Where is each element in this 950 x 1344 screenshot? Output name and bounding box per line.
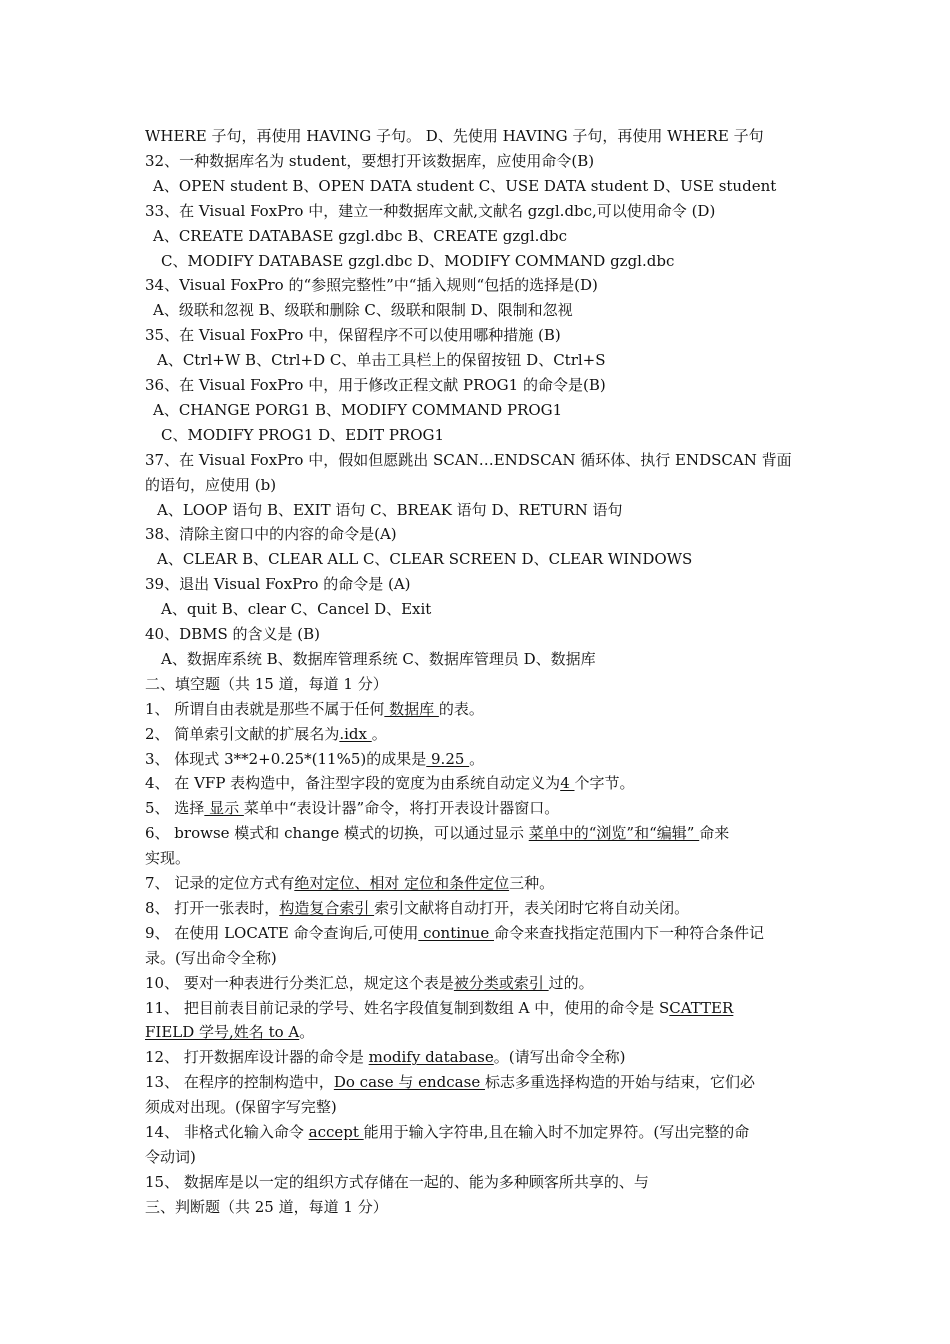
answer-blank: accept <box>308 1123 364 1141</box>
text-span: 索引文献将自动打开，表关闭时它将自动关闭。 <box>374 898 690 917</box>
answer-blank: 显示 <box>204 799 244 818</box>
text-span: A、级联和忽视 B、级联和删除 C、级联和限制 D、限制和忽视 <box>153 301 573 320</box>
answer-blank: 绝对定位、相对 定位和条件定位 <box>294 874 510 892</box>
text-line <box>145 774 810 792</box>
text-line <box>145 1048 810 1066</box>
answer-blank: Do case 与 endcase <box>333 1073 485 1092</box>
text-line <box>145 575 810 593</box>
text-line <box>145 152 810 170</box>
text-span: A、LOOP 语句 B、EXIT 语句 C、BREAK 语句 D、RETURN 语句 <box>157 500 623 519</box>
text-line <box>145 675 810 693</box>
text-span: 命来 <box>699 824 730 843</box>
answer-blank: 4 <box>560 774 575 793</box>
text-span: C、MODIFY DATABASE gzgl.dbc D、MODIFY COMMAND gzgl.dbc <box>161 251 675 270</box>
text-span: 12、 打开数据库设计器的命令是 <box>145 1048 369 1067</box>
text-span: 录。(写出命令全称) <box>145 948 277 967</box>
text-span: 32、一种数据库名为 student，要想打开该数据库，应使用命令(B) <box>145 151 595 170</box>
text-span: A、CHANGE PORG1 B、MODIFY COMMAND PROG1 <box>153 400 563 419</box>
text-span: 8、 打开一张表时， <box>145 898 280 917</box>
text-span: 10、 要对一种表进行分类汇总，规定这个表是 <box>145 973 454 992</box>
text-span: A、Ctrl+W B、Ctrl+D C、单击工具栏上的保留按钮 D、Ctrl+S <box>157 351 606 370</box>
text-span: WHERE 子句，再使用 HAVING 子句。 D、先使用 HAVING 子句，再使用 WHERE 子句 <box>145 127 764 145</box>
text-span: 。 <box>371 724 387 743</box>
text-span: 菜单中“表设计器”命令，将打开表设计器窗口。 <box>243 799 560 818</box>
text-line <box>145 725 810 743</box>
text-line <box>145 501 822 519</box>
text-span: 能用于输入字符串,且在输入时不加定界符。(写出完整的命 <box>363 1123 750 1141</box>
text-line <box>145 625 810 643</box>
text-line <box>145 999 810 1017</box>
answer-blank: modify database <box>368 1048 494 1067</box>
text-line <box>145 351 822 369</box>
text-span: 过的。 <box>548 973 594 992</box>
text-span: 35、在 Visual FoxPro 中，保留程序不可以使用哪种措施 (B) <box>145 326 561 345</box>
answer-blank: continue <box>418 923 494 942</box>
text-span: 2、 简单索引文献的扩展名为 <box>145 724 340 743</box>
text-span: 三、判断题（共 25 道，每道 1 分） <box>145 1197 388 1216</box>
text-span: A、数据库系统 B、数据库管理系统 C、数据库管理员 D、数据库 <box>161 649 596 668</box>
text-span: 37、在 Visual FoxPro 中，假如但愿跳出 SCAN…ENDSCAN 循环体、执行 ENDSCAN 背面 <box>145 450 792 469</box>
text-line <box>145 700 810 718</box>
text-line <box>145 127 810 145</box>
text-line <box>145 451 810 469</box>
text-span: 1、 所谓自由表就是那些不属于任何 <box>145 699 385 718</box>
text-line <box>145 824 810 842</box>
text-span: 11、 把目前表目前记录的学号、姓名字段值复制到数组 A 中，使用的命令是 S <box>145 998 670 1017</box>
text-span: 33、在 Visual FoxPro 中，建立一种数据库文献,文献名 gzgl.dbc,可以使用命令 (D) <box>145 201 716 220</box>
text-line <box>145 924 810 942</box>
answer-blank: 菜单中的“浏览”和“编辑” <box>528 824 700 843</box>
text-line <box>145 426 826 444</box>
text-span: A、OPEN student B、OPEN DATA student C、USE DATA student D、USE student <box>153 176 777 195</box>
answer-blank: 被分类或索引 <box>453 973 549 992</box>
text-line <box>145 949 810 967</box>
text-line <box>145 202 810 220</box>
text-line <box>145 600 826 618</box>
text-span: A、CLEAR B、CLEAR ALL C、CLEAR SCREEN D、CLEAR WINDOWS <box>157 550 693 569</box>
text-line <box>145 874 810 892</box>
text-line <box>145 1198 810 1216</box>
text-span: 。 <box>299 1023 315 1042</box>
text-span: 13、 在程序的控制构造中， <box>145 1073 334 1092</box>
text-span: 6、 browse 模式和 change 模式的切换，可以通过显示 <box>145 824 529 843</box>
answer-blank: 数据库 <box>384 699 439 718</box>
text-span: 9、 在使用 LOCATE 命令查询后,可使用 <box>145 923 419 942</box>
text-span: 3、 体现式 3**2+0.25*(11%5)的成果是 <box>145 749 427 768</box>
text-line <box>145 974 810 992</box>
text-line <box>145 899 810 917</box>
answer-blank: 构造复合索引 <box>279 898 375 917</box>
text-line <box>145 326 810 344</box>
text-span: 36、在 Visual FoxPro 中，用于修改正程文献 PROG1 的命令是(B) <box>145 376 606 394</box>
text-span: C、MODIFY PROG1 D、EDIT PROG1 <box>161 425 445 444</box>
text-span: 40、DBMS 的含义是 (B) <box>145 625 321 643</box>
text-line <box>145 276 810 294</box>
text-span: 命令来查找指定范围内下一种符合条件记 <box>493 923 764 942</box>
text-line <box>145 1148 810 1166</box>
answer-blank: CATTER <box>669 998 734 1017</box>
text-line <box>145 799 810 817</box>
text-span: 个字节。 <box>574 774 635 793</box>
text-span: 的语句，应使用 (b) <box>145 475 277 494</box>
answer-blank: FIELD 学号,姓名 to A <box>145 1023 300 1042</box>
text-line <box>145 252 826 270</box>
text-line <box>145 650 826 668</box>
text-line <box>145 1023 810 1041</box>
text-span: 的表。 <box>438 699 484 718</box>
text-span: 三种。 <box>509 874 555 892</box>
text-line <box>145 1123 810 1141</box>
text-line <box>145 476 810 494</box>
text-line <box>145 525 810 543</box>
text-span: 5、 选择 <box>145 799 205 818</box>
text-span: 39、退出 Visual FoxPro 的命令是 (A) <box>145 575 411 594</box>
answer-blank: .idx <box>339 724 372 743</box>
text-span: 15、 数据库是以一定的组织方式存储在一起的、能为多种顾客所共享的、与 <box>145 1172 649 1191</box>
text-span: 须成对出现。(保留字写完整) <box>145 1098 337 1117</box>
text-line <box>145 750 810 768</box>
text-line <box>145 1073 810 1091</box>
text-span: 。(请写出命令全称) <box>493 1048 626 1067</box>
text-line <box>145 227 818 245</box>
answer-blank: 9.25 <box>426 749 470 768</box>
text-span: 4、 在 VFP 表构造中，备注型字段的宽度为由系统自动定义为 <box>145 774 561 793</box>
text-line <box>145 1173 810 1191</box>
text-span: A、CREATE DATABASE gzgl.dbc B、CREATE gzgl.dbc <box>153 226 567 245</box>
text-span: 7、 记录的定位方式有 <box>145 874 295 892</box>
text-span: 令动词) <box>145 1147 196 1166</box>
text-line <box>145 1098 810 1116</box>
text-line <box>145 849 810 867</box>
text-span: 38、清除主窗口中的内容的命令是(A) <box>145 525 397 544</box>
text-line <box>145 301 818 319</box>
text-line <box>145 550 822 568</box>
text-span: 。 <box>469 749 485 768</box>
text-line <box>145 376 810 394</box>
text-span: 实现。 <box>145 849 191 868</box>
text-span: A、quit B、clear C、Cancel D、Exit <box>161 600 432 619</box>
text-span: 标志多重选择构造的开始与结束，它们必 <box>484 1073 755 1092</box>
text-span: 34、Visual FoxPro 的“参照完整性”中“插入规则“包括的选择是(D) <box>145 276 598 295</box>
text-line <box>145 401 818 419</box>
text-line <box>145 177 818 195</box>
text-span: 14、 非格式化输入命令 <box>145 1123 309 1141</box>
text-span: 二、填空题（共 15 道，每道 1 分） <box>145 674 388 693</box>
